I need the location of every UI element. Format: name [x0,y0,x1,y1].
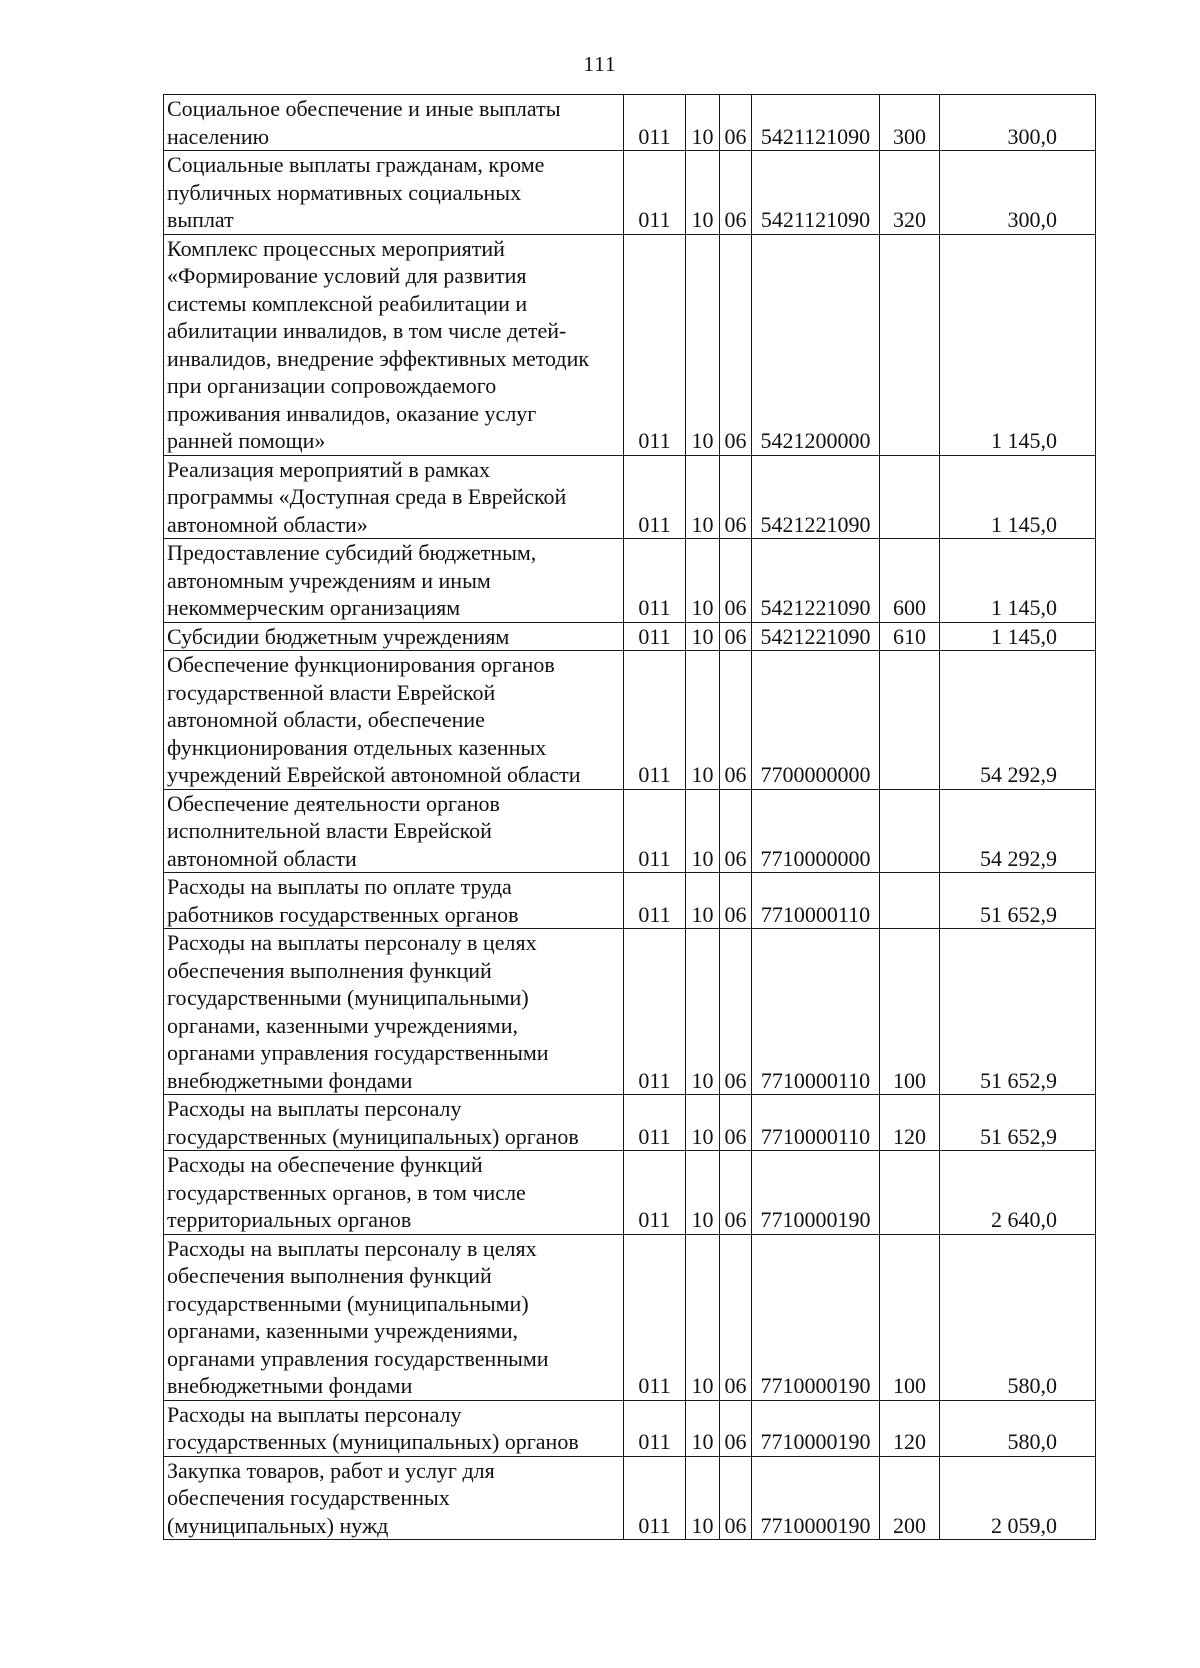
amount-cell: 300,0 [940,151,1096,235]
subsection-code-cell: 06 [720,929,752,1095]
expense-name-line: автономной области [167,845,357,871]
subsection-code-cell: 06 [720,789,752,873]
subsection-code-cell: 06 [720,539,752,623]
section-code-cell: 10 [686,789,720,873]
expense-name-line: государственной власти Еврейской [167,679,496,705]
table-row [164,1095,1096,1151]
expense-type-cell: 600 [880,539,940,623]
table-row [164,1151,1096,1235]
expense-name-line: проживания инвалидов, оказание услуг [167,400,537,426]
expense-name-line: системы комплексной реабилитации и [167,290,528,316]
amount-cell: 51 652,9 [940,873,1096,929]
table-row [164,151,1096,235]
amount-cell: 2 640,0 [940,1151,1096,1235]
expense-name-cell [164,1095,624,1151]
target-article-cell: 7710000110 [752,929,880,1095]
expense-name-cell [164,151,624,235]
admin-code-cell: 011 [624,789,686,873]
target-article-cell: 5421221090 [752,622,880,651]
section-code-cell: 10 [686,873,720,929]
expense-name-line: Расходы на выплаты персоналу в целях [167,1235,537,1261]
expense-type-cell [880,789,940,873]
subsection-code-cell: 06 [720,1400,752,1456]
section-code-cell: 10 [686,929,720,1095]
admin-code-cell: 011 [624,234,686,455]
expense-type-cell: 320 [880,151,940,235]
target-article-cell: 5421221090 [752,455,880,539]
expense-name-line: Расходы на обеспечение функций [167,1152,483,1177]
expense-type-cell [880,873,940,929]
expense-name-line: государственных (муниципальных) органов [167,1429,579,1454]
expense-type-cell: 100 [880,929,940,1095]
expense-name-line: Обеспечение функционирования органов [167,652,555,677]
target-article-cell: 7710000190 [752,1456,880,1540]
expense-name-line: Расходы на выплаты персоналу [167,1401,462,1427]
section-code-cell: 10 [686,1234,720,1400]
expense-name-line: Расходы на выплаты персоналу [167,1096,462,1121]
expense-name-line: публичных нормативных социальных [167,179,522,205]
expense-name-line: органами управления государственными [167,1040,549,1065]
amount-cell: 300,0 [940,95,1096,151]
expense-name-line: выплат [167,207,234,232]
table-row [164,455,1096,539]
table-row [164,929,1096,1095]
expense-type-cell: 200 [880,1456,940,1540]
section-code-cell: 10 [686,1151,720,1235]
target-article-cell: 7710000190 [752,1234,880,1400]
section-code-cell: 10 [686,95,720,151]
table-row [164,234,1096,455]
expense-name-line: Расходы на выплаты по оплате труда [167,874,512,899]
subsection-code-cell: 06 [720,1095,752,1151]
table-row [164,1400,1096,1456]
table-body [164,95,1096,1540]
subsection-code-cell: 06 [720,455,752,539]
admin-code-cell: 011 [624,651,686,790]
expense-name-line: «Формирование условий для развития [167,263,527,288]
expense-name-line: функционирования отдельных казенных [167,734,547,760]
expense-type-cell: 120 [880,1400,940,1456]
expense-name-line: исполнительной власти Еврейской [167,818,492,843]
section-code-cell: 10 [686,151,720,235]
expense-name-line: учреждений Еврейской автономной области [167,762,581,787]
expense-name-line: внебюджетными фондами [167,1067,413,1093]
expense-name-line: населению [167,123,270,149]
subsection-code-cell: 06 [720,151,752,235]
section-code-cell: 10 [686,234,720,455]
amount-cell: 1 145,0 [940,455,1096,539]
target-article-cell: 7710000190 [752,1400,880,1456]
expense-type-cell [880,234,940,455]
expense-name-cell [164,455,624,539]
admin-code-cell: 011 [624,1234,686,1400]
admin-code-cell: 011 [624,95,686,151]
expense-name-line: Предоставление субсидий бюджетным, [167,540,537,565]
subsection-code-cell: 06 [720,234,752,455]
expense-name-line: Расходы на выплаты персоналу в целях [167,930,537,955]
expense-name-line: некоммерческим организациям [167,595,461,620]
expense-type-cell: 300 [880,95,940,151]
admin-code-cell: 011 [624,622,686,651]
admin-code-cell: 011 [624,1456,686,1540]
amount-cell: 54 292,9 [940,789,1096,873]
expense-name-cell [164,1400,624,1456]
expense-name-cell [164,1456,624,1540]
amount-cell: 580,0 [940,1234,1096,1400]
expense-type-cell: 610 [880,622,940,651]
expense-name-cell [164,789,624,873]
target-article-cell: 7710000000 [752,789,880,873]
expense-name-line: программы «Доступная среда в Еврейской [167,484,567,509]
admin-code-cell: 011 [624,873,686,929]
subsection-code-cell: 06 [720,873,752,929]
expense-name-line: работников государственных органов [167,901,519,927]
expense-name-line: Комплекс процессных мероприятий [167,235,505,261]
expense-name-line: государственных органов, в том числе [167,1179,526,1205]
expense-name-line: Субсидии бюджетным учреждениям [167,623,510,649]
expense-name-line: Реализация мероприятий в рамках [167,456,491,482]
amount-cell: 580,0 [940,1400,1096,1456]
amount-cell: 51 652,9 [940,929,1096,1095]
expense-name-line: государственными (муниципальными) [167,1290,529,1316]
table-row [164,651,1096,790]
subsection-code-cell: 06 [720,622,752,651]
expense-name-line: автономной области, обеспечение [167,707,485,732]
target-article-cell: 5421200000 [752,234,880,455]
table-row [164,1456,1096,1540]
expense-name-line: ранней помощи» [167,428,326,453]
expense-name-line: при организации сопровождаемого [167,373,497,398]
table-row [164,539,1096,623]
subsection-code-cell: 06 [720,1234,752,1400]
expense-name-cell [164,95,624,151]
target-article-cell: 5421121090 [752,151,880,235]
expense-name-line: государственными (муниципальными) [167,985,529,1010]
target-article-cell: 7700000000 [752,651,880,790]
expense-name-line: органами управления государственными [167,1345,549,1371]
expense-name-line: Социальное обеспечение и иные выплаты [167,96,561,121]
table-row [164,95,1096,151]
expense-type-cell: 120 [880,1095,940,1151]
table-row [164,873,1096,929]
admin-code-cell: 011 [624,929,686,1095]
table-row [164,1234,1096,1400]
admin-code-cell: 011 [624,1151,686,1235]
section-code-cell: 10 [686,1456,720,1540]
expense-name-cell [164,539,624,623]
expense-name-line: инвалидов, внедрение эффективных методик [167,345,590,371]
expense-name-cell [164,622,624,651]
expense-name-line: обеспечения выполнения функций [167,1263,492,1288]
expense-name-line: Обеспечение деятельности органов [167,790,500,816]
section-code-cell: 10 [686,455,720,539]
section-code-cell: 10 [686,651,720,790]
expense-name-line: автономным учреждениям и иным [167,567,491,593]
expense-name-line: Социальные выплаты гражданам, кроме [167,152,545,177]
subsection-code-cell: 06 [720,1456,752,1540]
section-code-cell: 10 [686,539,720,623]
table-row [164,789,1096,873]
expense-type-cell: 100 [880,1234,940,1400]
expense-name-line: обеспечения выполнения функций [167,957,492,983]
expense-name-cell [164,929,624,1095]
expense-name-cell [164,873,624,929]
expense-type-cell [880,651,940,790]
target-article-cell: 5421121090 [752,95,880,151]
target-article-cell: 7710000110 [752,1095,880,1151]
expense-type-cell [880,1151,940,1235]
expense-name-line: государственных (муниципальных) органов [167,1123,579,1149]
subsection-code-cell: 06 [720,95,752,151]
expense-type-cell [880,455,940,539]
section-code-cell: 10 [686,1095,720,1151]
amount-cell: 2 059,0 [940,1456,1096,1540]
admin-code-cell: 011 [624,1095,686,1151]
expense-name-cell [164,1151,624,1235]
amount-cell: 1 145,0 [940,539,1096,623]
expense-name-line: автономной области» [167,511,368,537]
subsection-code-cell: 06 [720,1151,752,1235]
page-number: 111 [583,52,617,76]
amount-cell: 1 145,0 [940,622,1096,651]
expense-name-line: внебюджетными фондами [167,1373,413,1398]
amount-cell: 1 145,0 [940,234,1096,455]
admin-code-cell: 011 [624,539,686,623]
admin-code-cell: 011 [624,1400,686,1456]
target-article-cell: 5421221090 [752,539,880,623]
section-code-cell: 10 [686,1400,720,1456]
expense-name-line: (муниципальных) нужд [167,1512,389,1538]
budget-table [163,94,1096,1540]
expense-name-line: абилитации инвалидов, в том числе детей- [167,318,567,343]
admin-code-cell: 011 [624,151,686,235]
target-article-cell: 7710000110 [752,873,880,929]
expense-name-line: обеспечения государственных [167,1485,450,1510]
expense-name-cell [164,1234,624,1400]
expense-name-cell [164,651,624,790]
expense-name-cell [164,234,624,455]
amount-cell: 54 292,9 [940,651,1096,790]
expense-name-line: территориальных органов [167,1207,412,1232]
table-row [164,622,1096,651]
admin-code-cell: 011 [624,455,686,539]
amount-cell: 51 652,9 [940,1095,1096,1151]
section-code-cell: 10 [686,622,720,651]
expense-name-line: органами, казенными учреждениями, [167,1012,518,1038]
target-article-cell: 7710000190 [752,1151,880,1235]
expense-name-line: Закупка товаров, работ и услуг для [167,1457,495,1483]
subsection-code-cell: 06 [720,651,752,790]
expense-name-line: органами, казенными учреждениями, [167,1318,518,1343]
